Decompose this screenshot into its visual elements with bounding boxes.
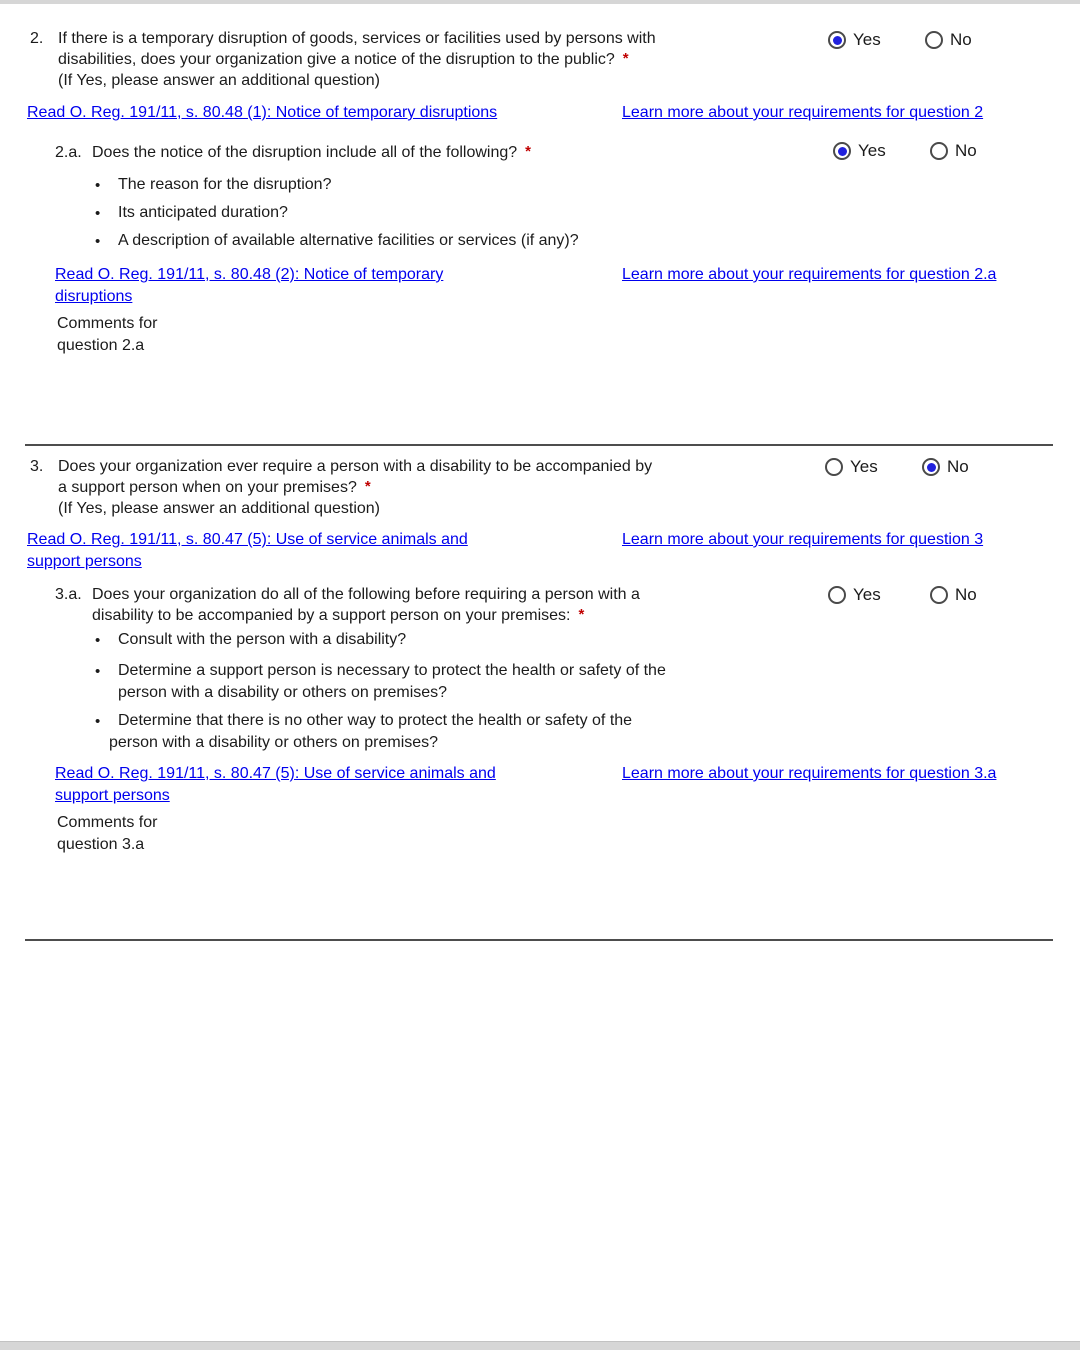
question-2-radio-no[interactable]: [925, 31, 972, 49]
question-3a-line-2: disability to be accompanied by a support person on your premises: *: [92, 606, 585, 624]
radio-yes-label: Yes: [850, 457, 878, 476]
question-3a-line-1: Does your organization do all of the following before requiring a person with a: [92, 586, 640, 603]
radio-no-label: No: [947, 457, 969, 476]
bottom-edge-strip: [0, 1341, 1080, 1350]
radio-button-icon: [825, 458, 843, 476]
radio-button-icon: [925, 31, 943, 49]
question-2-line-2: disabilities, does your organization give a notice of the disruption to the public? *: [58, 50, 629, 68]
question-3-text: [58, 456, 652, 519]
question-3a-bullet-2: Determine a support person is necessary to protect the health or safety of the person with a disability or others on premises?: [118, 662, 666, 701]
question-3-radio-no[interactable]: [922, 458, 969, 476]
question-2-number: 2.: [30, 30, 44, 47]
question-2-regulation-link[interactable]: Read O. Reg. 191/11, s. 80.48 (1): Notice of temporary disruptions: [27, 104, 498, 121]
question-3a-comments-label: Comments for question 3.a: [57, 814, 158, 853]
section-divider: [25, 444, 1053, 446]
radio-yes-label: Yes: [858, 141, 886, 160]
section-divider: [25, 939, 1053, 941]
radio-button-icon: [922, 458, 940, 476]
question-2-line-1: If there is a temporary disruption of goods, services or facilities used by persons with: [58, 30, 656, 47]
required-asterisk: *: [364, 478, 371, 495]
question-3a-number: 3.a.: [55, 586, 82, 603]
question-2a-regulation-link[interactable]: Read O. Reg. 191/11, s. 80.48 (2): Notice of temporary disruptions: [55, 266, 444, 305]
radio-button-icon: [930, 142, 948, 160]
top-edge-strip: [0, 0, 1080, 4]
question-2a-bullet-1: The reason for the disruption?: [118, 176, 332, 193]
question-3a-radio-yes[interactable]: [828, 586, 881, 604]
question-3a-bullet-3: Determine that there is no other way to protect the health or safety of the person with a disability or others on premises?: [109, 712, 633, 751]
question-2-learn-more-link[interactable]: Learn more about your requirements for question 2: [622, 104, 984, 121]
radio-button-icon: [828, 31, 846, 49]
question-3a-radio-no[interactable]: [930, 586, 977, 604]
question-2a-text: Does the notice of the disruption include all of the following? *: [92, 143, 531, 161]
radio-yes-label: Yes: [853, 30, 881, 49]
bullet-icon: •: [95, 177, 101, 194]
radio-yes-label: Yes: [853, 585, 881, 604]
question-2a-comments-label: Comments for question 2.a: [57, 315, 158, 354]
question-2a-radio-no[interactable]: [930, 142, 977, 160]
question-2a-radio-yes[interactable]: [833, 142, 886, 160]
question-2-radio-yes[interactable]: [828, 31, 881, 49]
bullet-icon: •: [95, 713, 101, 730]
question-3a-learn-more-link[interactable]: Learn more about your requirements for question 3.a: [622, 765, 997, 782]
question-2a-bullet-2: Its anticipated duration?: [118, 204, 288, 221]
question-3-note: (If Yes, please answer an additional question): [58, 500, 380, 517]
question-3-line-1: Does your organization ever require a person with a disability to be accompanied by: [58, 458, 653, 475]
question-2a-number: 2.a.: [55, 144, 82, 161]
question-3-line-2: a support person when on your premises? *: [58, 478, 371, 496]
bullet-icon: •: [95, 632, 101, 649]
required-asterisk: *: [525, 143, 531, 160]
bullet-icon: •: [95, 205, 101, 222]
required-asterisk: *: [578, 606, 585, 623]
question-3-radio-yes[interactable]: [825, 458, 878, 476]
question-2a-bullet-3: A description of available alternative facilities or services (if any)?: [118, 232, 579, 249]
question-2-note: (If Yes, please answer an additional question): [58, 72, 380, 89]
question-2a-learn-more-link[interactable]: Learn more about your requirements for question 2.a: [622, 266, 997, 283]
radio-button-icon: [833, 142, 851, 160]
question-3a-regulation-link[interactable]: Read O. Reg. 191/11, s. 80.47 (5): Use of service animals and support persons: [55, 765, 496, 804]
question-3-learn-more-link[interactable]: Learn more about your requirements for question 3: [622, 531, 984, 548]
radio-no-label: No: [950, 30, 972, 49]
question-2-text: [58, 28, 656, 91]
question-3-number: 3.: [30, 458, 44, 475]
radio-no-label: No: [955, 585, 977, 604]
question-3a-text: [92, 584, 640, 626]
question-2a-comments-textarea[interactable]: [180, 308, 1050, 433]
radio-no-label: No: [955, 141, 977, 160]
question-3a-bullet-1: Consult with the person with a disability?: [118, 631, 407, 648]
bullet-icon: •: [95, 663, 101, 680]
radio-button-icon: [930, 586, 948, 604]
required-asterisk: *: [622, 50, 629, 67]
question-3a-comments-textarea[interactable]: [180, 806, 1050, 931]
question-3-regulation-link[interactable]: Read O. Reg. 191/11, s. 80.47 (5): Use of service animals and support persons: [27, 531, 468, 570]
radio-button-icon: [828, 586, 846, 604]
bullet-icon: •: [95, 233, 101, 250]
